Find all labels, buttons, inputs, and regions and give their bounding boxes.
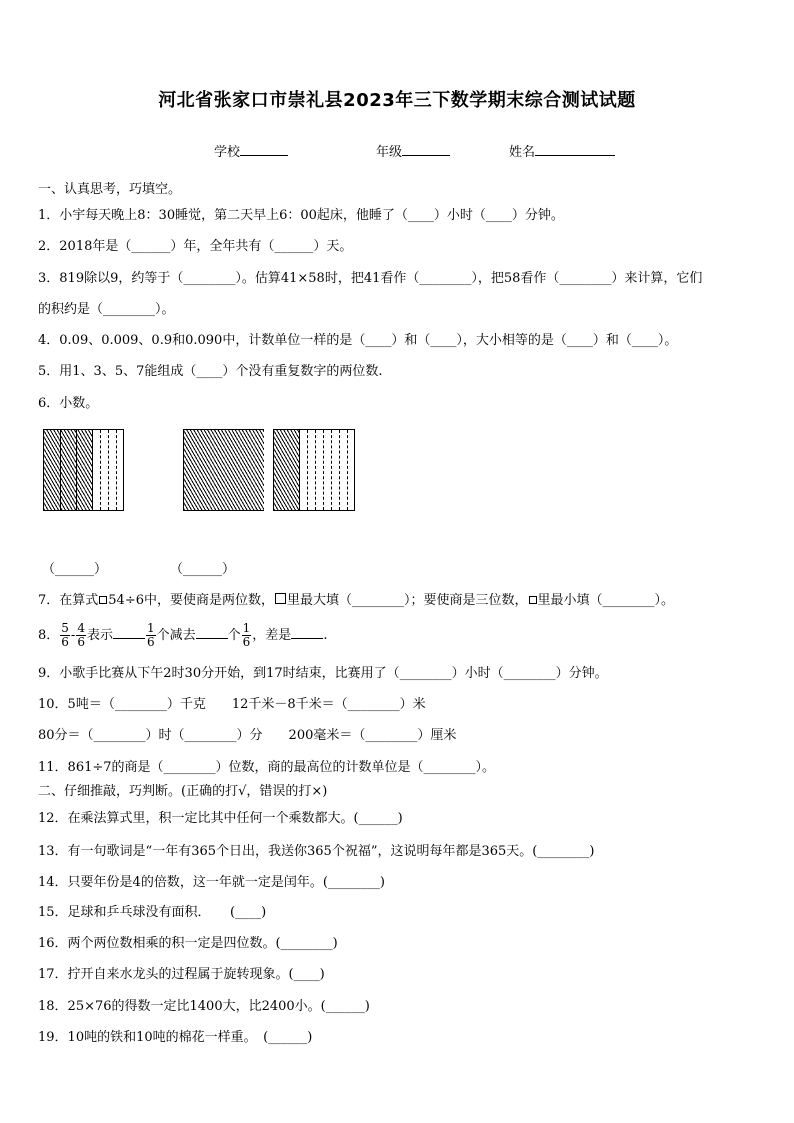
question-13: 13．有一句歌词是“一年有365个日出，我送你365个祝福”，这说明每年都是365天。(________) <box>38 844 595 859</box>
question-6: 6．小数。 <box>38 396 99 411</box>
answer-blank[interactable] <box>113 626 145 639</box>
box-symbol <box>529 596 537 604</box>
answer-blank[interactable] <box>196 626 228 639</box>
decimal-figure-2-whole <box>183 429 264 511</box>
section-1-heading: 一、认真思考，巧填空。 <box>38 182 182 197</box>
question-4: 4．0.09、0.009、0.9和0.090中，计数单位一样的是（____）和（____），大小相等的是（____）和（____）。 <box>38 333 678 348</box>
question-19: 19．10吨的铁和10吨的棉花一样重。 (______) <box>38 1030 313 1045</box>
grade-label: 年级 <box>376 145 403 160</box>
school-field <box>214 141 288 160</box>
box-symbol <box>99 596 107 604</box>
box-symbol <box>275 593 286 604</box>
grade-blank[interactable] <box>402 143 450 156</box>
school-blank[interactable] <box>240 143 288 156</box>
shaded-region <box>184 430 264 510</box>
question-15: 15．足球和乒乓球没有面积． (____) <box>38 905 267 920</box>
name-label: 姓名 <box>509 145 536 160</box>
shaded-region <box>44 430 92 510</box>
page-title: 河北省张家口市崇礼县2023年三下数学期末综合测试试题 <box>158 90 636 111</box>
fraction: $\frac{4}{6}$ <box>77 621 85 649</box>
answer-blank[interactable] <box>291 626 323 639</box>
shaded-region <box>274 430 299 510</box>
question-3-line-2: 的积约是（________）。 <box>38 302 175 317</box>
question-17: 17．拧开自来水龙头的过程属于旋转现象。(____) <box>38 967 325 982</box>
question-2: 2．2018年是（______）年，全年共有（______）天。 <box>38 239 353 254</box>
decimal-figure-1 <box>43 429 124 511</box>
question-10-line-1: 10．5吨＝（________）千克 12千米－8千米＝（________）米 <box>38 697 426 712</box>
grade-field <box>376 141 450 160</box>
question-11: 11．861÷7的商是（________）位数，商的最高位的计数单位是（________）。 <box>38 760 496 775</box>
question-5: 5．用1、3、5、7能组成（____）个没有重复数字的两位数. <box>38 364 383 379</box>
fraction: $\frac{1}{6}$ <box>242 621 251 649</box>
decimal-figure-2-part <box>273 429 355 511</box>
question-10-line-2: 80分＝（________）时（________）分 200毫米＝（________）厘米 <box>38 728 457 743</box>
question-14: 14．只要年份是4的倍数，这一年就一定是闰年。(________) <box>38 875 385 890</box>
name-field <box>509 141 615 160</box>
fraction: $\frac{5}{6}$ <box>61 621 69 649</box>
question-18: 18．25×76的得数一定比1400大，比2400小。(______) <box>38 999 370 1014</box>
question-6-blank-2[interactable]: （______） <box>170 562 236 577</box>
fraction: $\frac{1}{6}$ <box>146 621 155 649</box>
question-6-blank-1[interactable]: （______） <box>42 562 108 577</box>
section-2-heading: 二、仔细推敲，巧判断。(正确的打√，错误的打×) <box>38 784 328 799</box>
question-1: 1．小宇每天晚上8：30睡觉，第二天早上6：00起床，他睡了（____）小时（____）分钟。 <box>38 208 564 223</box>
question-12: 12．在乘法算式里，积一定比其中任何一个乘数都大。(______) <box>38 811 403 826</box>
question-7: 7．在算式 54÷6中，要使商是两位数， 里最大填（________）；要使商是三位数， 里最小填（________）。 <box>38 593 675 608</box>
name-blank[interactable] <box>535 143 615 156</box>
question-3-line-1: 3．819除以9，约等于（________）。估算41×58时，把41看作（________），把58看作（________）来计算，它们 <box>38 271 703 286</box>
question-16: 16．两个两位数相乘的积一定是四位数。(________) <box>38 936 338 951</box>
question-9: 9．小歌手比赛从下午2时30分开始，到17时结束，比赛用了（________）小时（________）分钟。 <box>38 666 608 681</box>
question-8: 8． $\frac{5}{6}$ - $\frac{4}{6}$ 表示 $\frac{1}{6}$ 个减去 个 $\frac{1}{6}$ ，差是 . <box>38 621 328 649</box>
school-label: 学校 <box>214 145 241 160</box>
